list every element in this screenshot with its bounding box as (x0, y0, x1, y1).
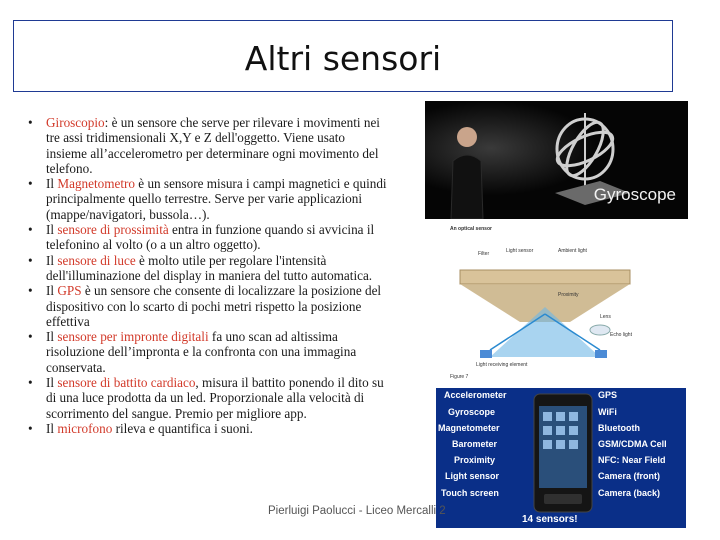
term-luce: sensore di luce (57, 252, 136, 268)
optical-label: Light receiving element (476, 362, 528, 368)
optical-label: Ambient light (558, 248, 587, 254)
phone-sensor-label: Light sensor (445, 471, 500, 481)
term-impronte: sensore per impronte digitali (57, 329, 209, 345)
phone-sensor-label: NFC: Near Field (598, 455, 666, 465)
optical-label: Lens (600, 314, 611, 320)
bullet-item: • Il Magnetometro è un sensore misura i campi magnetici e quindi principalmente quello terrestre. Serve per varie applicazioni (mappe/navigatori, bussola…). (28, 176, 387, 222)
gyroscope-label: Gyroscope (593, 185, 676, 204)
optical-sensor-illustration (450, 222, 640, 382)
phone-sensor-label: Camera (back) (598, 488, 661, 498)
bullet-item: • Il sensore di battito cardiaco, misura il battito ponendo il dito su di una luce prodotta da un led. Proporzionale alla velocità di scorrimento del sangue. Premio per migliore app. (28, 375, 384, 421)
phone-sensor-label: GSM/CDMA Cell (598, 439, 667, 449)
term-giroscopio: Giroscopio (46, 115, 105, 130)
bullet-item: • Giroscopio: è un sensore che serve per rilevare i movimenti nei tre assi tridimensionali X,Y e Z dell'oggetto. Viene usato insieme all’accelerometro per determinare ogni movimento del telefono. (28, 115, 380, 176)
phone-sensor-label: Camera (front) (598, 471, 661, 481)
bullet-item: • Il sensore di luce è molto utile per regolare l'intensità dell'illuminazione del display in maniera del tutto automatica. (28, 252, 373, 283)
optical-label: Figure 7 (450, 374, 469, 380)
bullet-item: • Il microfono rileva e quantifica i suoni. (28, 420, 253, 436)
slide-footer: Pierluigi Paolucci - Liceo Mercalli 2 (268, 505, 446, 517)
term-magnetometro: Magnetometro (57, 176, 135, 192)
optical-label: Echo light (610, 332, 632, 338)
optical-title: An optical sensor (450, 226, 492, 232)
term-gps: GPS (57, 283, 82, 299)
phone-sensors-image (436, 388, 686, 528)
slide-title: Altri sensori (244, 39, 442, 78)
optical-label: Light sensor (506, 248, 534, 254)
phone-sensor-label: Proximity (454, 455, 496, 465)
phone-sensor-label: Touch screen (441, 488, 499, 498)
optical-sensor-diagram (450, 222, 640, 382)
term-battito: sensore di battito cardiaco (57, 375, 196, 391)
bullet-item: • Il GPS è un sensore che consente di localizzare la posizione del dispositivo con lo scarto di pochi metri rispetto la posizione effettiva (28, 283, 382, 329)
term-prossimita: sensore di prossimità (57, 222, 169, 238)
phone-sensor-label: Magnetometer (438, 423, 500, 433)
phone-sensor-label: WiFi (598, 407, 617, 417)
gyroscope-photo (425, 101, 688, 219)
phone-sensor-label: Accelerometer (444, 390, 507, 400)
optical-label: Proximity (558, 292, 579, 298)
term-microfono: microfono (57, 420, 113, 436)
phone-sensor-label: GPS (598, 390, 618, 400)
phone-sensor-label: Barometer (452, 439, 498, 449)
sensor-count: 14 sensors! (522, 514, 578, 525)
bullet-list (28, 115, 388, 436)
phone-sensor-label: Gyroscope (448, 407, 496, 417)
optical-label: Filter (478, 251, 490, 257)
phone-sensor-label: Bluetooth (598, 423, 640, 433)
title-frame (13, 20, 673, 92)
bullet-item: • Il sensore per impronte digitali fa uno scan ad altissima risoluzione dell’impronta e la confronta con una immagina conservata. (28, 329, 357, 375)
bullet-item: • Il sensore di prossimità entra in funzione quando si avvicina il telefonino al volto (o a un altro oggetto). (28, 222, 375, 253)
